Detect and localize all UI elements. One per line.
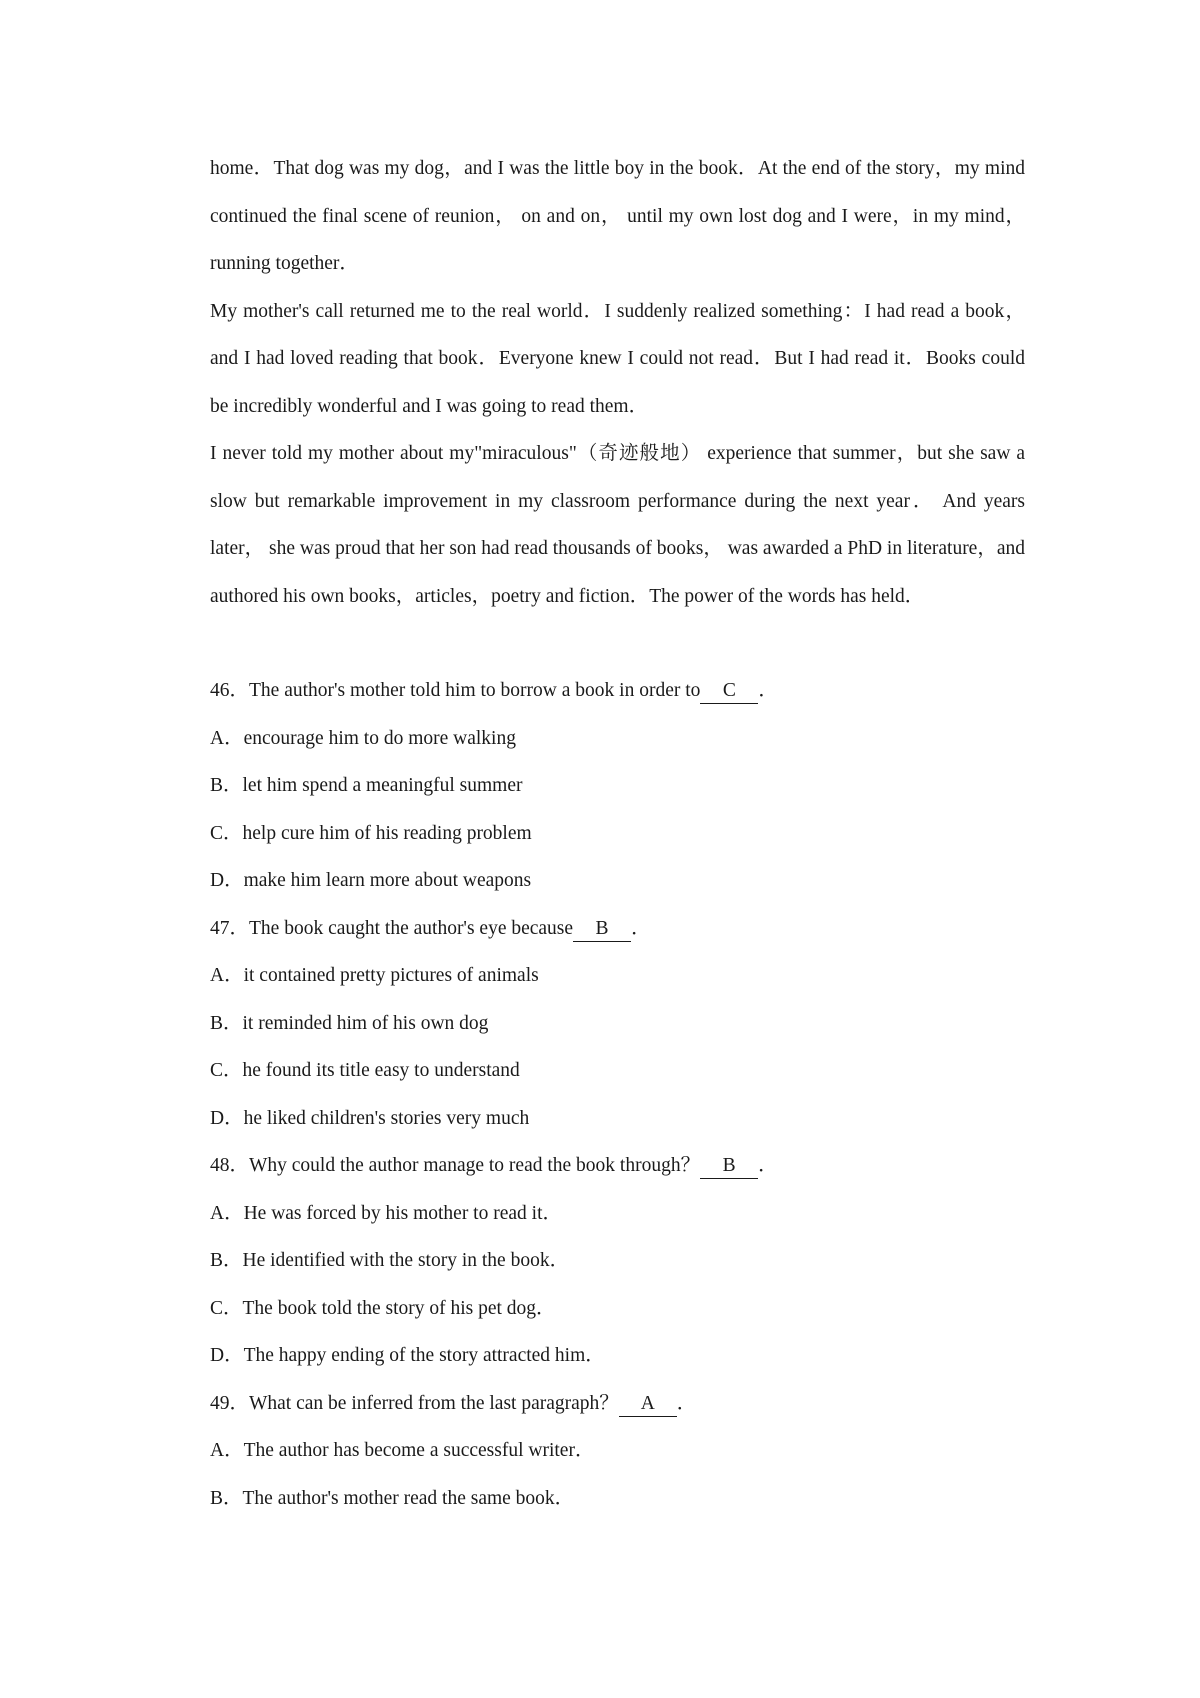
option-b: B．He identified with the story in the book． bbox=[210, 1250, 570, 1271]
question-48 bbox=[210, 1142, 1025, 1380]
option-d: D．The happy ending of the story attracted him． bbox=[210, 1345, 605, 1366]
question-46 bbox=[210, 667, 1025, 905]
option-b: B．let him spend a meaningful summer bbox=[210, 775, 523, 796]
question-stem bbox=[210, 1380, 1025, 1428]
option-a: A．The author has become a successful writer． bbox=[210, 1440, 595, 1461]
option-d: D．make him learn more about weapons bbox=[210, 870, 532, 891]
option-d: D．he liked children's stories very much bbox=[210, 1107, 530, 1129]
question-end: ． bbox=[631, 917, 651, 939]
question-end: ． bbox=[758, 680, 778, 701]
option-a: A．He was forced by his mother to read it． bbox=[210, 1202, 562, 1224]
passage-paragraph: home．That dog was my dog，and I was the little boy in the book．At the end of the story，my mind continued the final scene of reunion， on and on， until my own lost dog and I were，in my mind，running together． bbox=[210, 158, 1025, 274]
question-text: 49．What can be inferred from the last paragraph？ bbox=[210, 1392, 619, 1414]
question-end: ． bbox=[758, 1155, 778, 1176]
option-b: B．The author's mother read the same book． bbox=[210, 1487, 575, 1509]
question-end: ． bbox=[676, 1392, 697, 1414]
answer-blank: B bbox=[573, 917, 631, 942]
question-stem bbox=[210, 1142, 1025, 1190]
question-text: 48．Why could the author manage to read the book through？ bbox=[210, 1155, 701, 1176]
option-c: C．help cure him of his reading problem bbox=[210, 822, 532, 844]
passage-paragraph: My mother's call returned me to the real world．I suddenly realized something：I had read a book，and I had loved reading that book．Everyone knew I could not read．But I had read it．Books could be incredibly wonderful and I was going to read them． bbox=[210, 300, 1025, 417]
option-a: A．encourage him to do more walking bbox=[210, 727, 516, 749]
question-stem bbox=[210, 905, 1025, 953]
passage-paragraph: I never told my mother about my"miraculous"（奇迹般地） experience that summer，but she saw a slow but remarkable improvement in my classroom performance during the next year． And years later， she was proud that her son had read thousands of books， was awarded a PhD in literature，and authored his own books，articles，poetry and fiction．The power of the words has held． bbox=[210, 443, 1025, 607]
answer-blank: C bbox=[700, 679, 758, 704]
option-c: C．The book told the story of his pet dog． bbox=[210, 1297, 556, 1319]
answer-blank: A bbox=[619, 1392, 677, 1417]
question-text: 46．The author's mother told him to borrow a book in order to bbox=[210, 680, 701, 701]
question-stem bbox=[210, 667, 1025, 715]
option-a: A．it contained pretty pictures of animals bbox=[210, 965, 539, 986]
option-c: C．he found its title easy to understand bbox=[210, 1060, 520, 1081]
answer-blank: B bbox=[700, 1154, 758, 1179]
section-gap bbox=[210, 620, 1025, 667]
question-text: 47．The book caught the author's eye because bbox=[210, 917, 574, 939]
document-page bbox=[210, 145, 1025, 1522]
option-b: B．it reminded him of his own dog bbox=[210, 1012, 489, 1034]
question-47 bbox=[210, 905, 1025, 1143]
question-49 bbox=[210, 1380, 1025, 1523]
